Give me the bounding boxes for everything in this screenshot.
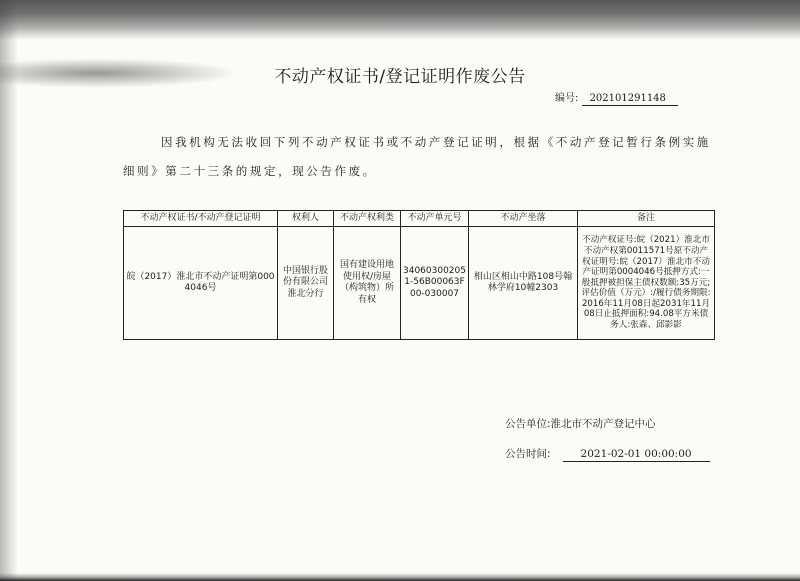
serial-number: 202101291148 (582, 93, 678, 106)
scan-shadow-left (0, 0, 18, 581)
unit-label: 公告单位: (505, 418, 551, 430)
header-certificate: 不动产权证书/不动产登记证明 (124, 211, 278, 227)
cell-location: 相山区相山中路108号翰林学府10幢2303 (469, 227, 578, 340)
scan-shadow-bottom (0, 573, 800, 581)
cell-right-type: 国有建设用地使用权/房屋（构筑物）所有权 (334, 227, 401, 340)
cell-holder: 中国银行股份有限公司淮北分行 (278, 227, 334, 340)
intro-paragraph: 因我机构无法收回下列不动产权证书或不动产登记证明，根据《不动产登记暂行条例实施细则》第二十三条的规定，现公告作废。 (123, 135, 711, 178)
scan-shadow-top (0, 0, 800, 40)
cell-remark: 不动产权证号:皖（2021）淮北市不动产权第0011571号原不动产权证明号:皖（2017）淮北市不动产证明第0004046号抵押方式:一般抵押被担保主债权数额:35万元;评估价值（万元）:/履行债务期限:2016年11月08日起2031年11月08日止抵押面积:94.08平方米债务人:张森、邱影影 (578, 227, 715, 340)
void-notice-table (123, 210, 715, 340)
header-remark: 备注 (578, 211, 715, 227)
header-right-type: 不动产权利类 (334, 211, 401, 227)
time-label: 公告时间: (505, 448, 551, 460)
document-title: 不动产权证书/登记证明作废公告 (274, 67, 526, 87)
scan-smudge (0, 58, 240, 88)
table-header-row (124, 211, 715, 227)
footer-unit (505, 416, 656, 431)
cell-unit-no: 340603002051-56B00063F00-030007 (401, 227, 469, 340)
header-unit-no: 不动产单元号 (401, 211, 469, 227)
footer-time (505, 446, 710, 462)
serial-block (555, 89, 678, 106)
cell-certificate: 皖（2017）淮北市不动产证明第0004046号 (124, 227, 278, 340)
table-row (124, 227, 715, 340)
header-location: 不动产坐落 (469, 211, 578, 227)
time-value: 2021-02-01 00:00:00 (563, 448, 710, 462)
header-holder: 权利人 (278, 211, 334, 227)
unit-value: 淮北市不动产登记中心 (550, 418, 656, 430)
serial-label: 编号: (555, 93, 579, 104)
